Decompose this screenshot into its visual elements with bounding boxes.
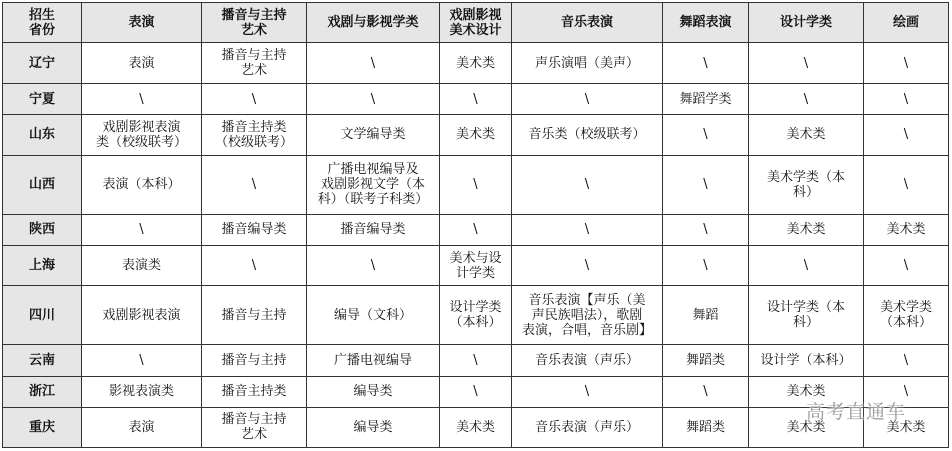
table-cell: \ — [440, 155, 512, 214]
table-cell: \ — [512, 84, 663, 115]
table-cell: \ — [864, 245, 949, 285]
table-cell: 播音与主持 艺术 — [202, 43, 307, 84]
province-cell: 浙江 — [3, 376, 82, 407]
province-cell: 四川 — [3, 286, 82, 345]
table-cell: \ — [512, 245, 663, 285]
table-row — [3, 245, 949, 285]
header-design: 设计学类 — [749, 3, 864, 43]
table-cell: \ — [864, 43, 949, 84]
table-cell: \ — [307, 84, 440, 115]
table-cell: 美术类 — [749, 115, 864, 155]
table-row — [3, 407, 949, 447]
table-cell: 美术类 — [440, 407, 512, 447]
table-cell: 文学编导类 — [307, 115, 440, 155]
table-cell: 音乐表演（声乐） — [512, 345, 663, 376]
table-cell: 美术学类 （本科） — [864, 286, 949, 345]
table-cell: \ — [440, 214, 512, 245]
table-cell: \ — [864, 345, 949, 376]
header-drama-art-design: 戏剧影视 美术设计 — [440, 3, 512, 43]
table-cell: 播音与主持 艺术 — [202, 407, 307, 447]
table-row — [3, 115, 949, 155]
table-cell: 表演类 — [82, 245, 202, 285]
header-painting: 绘画 — [864, 3, 949, 43]
table-cell: 声乐演唱（美声） — [512, 43, 663, 84]
table-cell: \ — [663, 115, 749, 155]
table-cell: \ — [440, 376, 512, 407]
table-cell: \ — [512, 376, 663, 407]
table-cell: 美术学类（本 科） — [749, 155, 864, 214]
province-cell: 云南 — [3, 345, 82, 376]
table-cell: 编导（文科） — [307, 286, 440, 345]
table-cell: \ — [663, 245, 749, 285]
table-cell: 设计学类 （本科） — [440, 286, 512, 345]
table-cell: 美术类 — [749, 376, 864, 407]
table-cell: \ — [82, 84, 202, 115]
table-row — [3, 84, 949, 115]
table-cell: 美术类 — [749, 407, 864, 447]
table-cell: 音乐类（校级联考） — [512, 115, 663, 155]
table-cell: 美术类 — [864, 214, 949, 245]
table-cell: 播音与主持 — [202, 286, 307, 345]
table-cell: \ — [663, 376, 749, 407]
header-drama-film: 戏剧与影视学类 — [307, 3, 440, 43]
header-row — [3, 3, 949, 43]
table-cell: 美术与设 计学类 — [440, 245, 512, 285]
province-cell: 重庆 — [3, 407, 82, 447]
table-row — [3, 286, 949, 345]
table-cell: \ — [82, 214, 202, 245]
table-cell: 舞蹈类 — [663, 345, 749, 376]
table-cell: 舞蹈 — [663, 286, 749, 345]
table-cell: \ — [202, 84, 307, 115]
table-cell: 美术类 — [864, 407, 949, 447]
header-music: 音乐表演 — [512, 3, 663, 43]
table-cell: 美术类 — [749, 214, 864, 245]
table-cell: 设计学类（本 科） — [749, 286, 864, 345]
table-cell: 影视表演类 — [82, 376, 202, 407]
table-cell: \ — [663, 43, 749, 84]
table-cell: \ — [82, 345, 202, 376]
admissions-table — [2, 2, 949, 448]
table-cell: \ — [307, 245, 440, 285]
header-performance: 表演 — [82, 3, 202, 43]
table-cell: 舞蹈类 — [663, 407, 749, 447]
table-cell: 播音主持类 （校级联考） — [202, 115, 307, 155]
table-cell: \ — [202, 245, 307, 285]
table-cell: 广播电视编导及 戏剧影视文学（本 科）（联考子科类） — [307, 155, 440, 214]
header-broadcasting: 播音与主持 艺术 — [202, 3, 307, 43]
table-row — [3, 214, 949, 245]
table-cell: 美术类 — [440, 115, 512, 155]
table-cell: \ — [440, 84, 512, 115]
table-cell: \ — [512, 214, 663, 245]
table-cell: 播音与主持 — [202, 345, 307, 376]
table-cell: \ — [749, 84, 864, 115]
table-cell: 音乐表演【声乐（美 声民族唱法），歌剧 表演，合唱，音乐剧】 — [512, 286, 663, 345]
header-province: 招生 省份 — [3, 3, 82, 43]
table-cell: \ — [864, 115, 949, 155]
table-cell: 表演 — [82, 43, 202, 84]
table-cell: 舞蹈学类 — [663, 84, 749, 115]
table-cell: 编导类 — [307, 407, 440, 447]
province-cell: 陕西 — [3, 214, 82, 245]
table-cell: \ — [512, 155, 663, 214]
table-cell: 音乐表演（声乐） — [512, 407, 663, 447]
table-cell: \ — [440, 345, 512, 376]
table-cell: \ — [749, 245, 864, 285]
table-cell: 美术类 — [440, 43, 512, 84]
table-cell: \ — [749, 43, 864, 84]
table-cell: 播音编导类 — [307, 214, 440, 245]
province-cell: 宁夏 — [3, 84, 82, 115]
table-row — [3, 155, 949, 214]
header-dance: 舞蹈表演 — [663, 3, 749, 43]
watermark: 高考直通车 — [806, 401, 907, 423]
table-cell: 戏剧影视表演 — [82, 286, 202, 345]
table-cell: \ — [663, 214, 749, 245]
province-cell: 辽宁 — [3, 43, 82, 84]
table-row — [3, 43, 949, 84]
table-cell: 表演（本科） — [82, 155, 202, 214]
table-cell: \ — [864, 84, 949, 115]
table-cell: \ — [307, 43, 440, 84]
table-cell: \ — [864, 155, 949, 214]
table-cell: 表演 — [82, 407, 202, 447]
province-cell: 上海 — [3, 245, 82, 285]
table-cell: \ — [864, 376, 949, 407]
province-cell: 山东 — [3, 115, 82, 155]
table-row — [3, 345, 949, 376]
table-row — [3, 376, 949, 407]
table-cell: 戏剧影视表演 类（校级联考） — [82, 115, 202, 155]
table-cell: 播音编导类 — [202, 214, 307, 245]
table-cell: 播音主持类 — [202, 376, 307, 407]
province-cell: 山西 — [3, 155, 82, 214]
table-cell: \ — [663, 155, 749, 214]
table-cell: 编导类 — [307, 376, 440, 407]
table-cell: \ — [202, 155, 307, 214]
table-cell: 广播电视编导 — [307, 345, 440, 376]
table-cell: 设计学（本科） — [749, 345, 864, 376]
